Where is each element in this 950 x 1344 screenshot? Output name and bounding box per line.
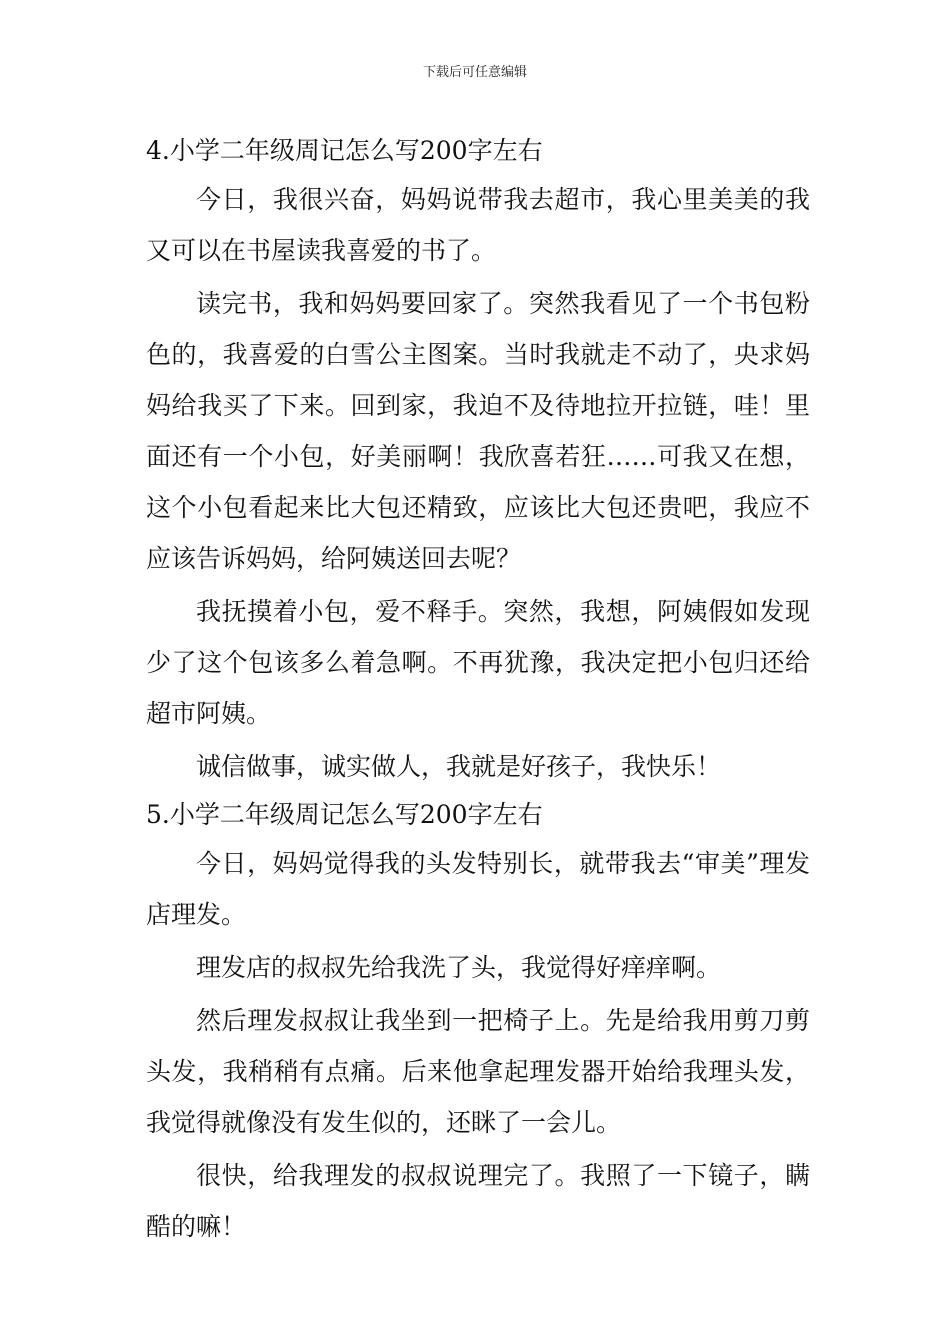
section-5	[146, 792, 810, 1252]
document-body	[146, 128, 810, 1252]
paragraph: 读完书，我和妈妈要回家了。突然我看见了一个书包粉色的，我喜爱的白雪公主图案。当时我就走不动了，央求妈妈给我买了下来。回到家，我迫不及待地拉开拉链，哇！里面还有一个小包，好美丽啊！我欣喜若狂……可我又在想，这个小包看起来比大包还精致，应该比大包还贵吧，我应不应该告诉妈妈，给阿姨送回去呢？	[146, 289, 810, 573]
page-header: 下载后可任意编辑	[422, 65, 527, 80]
paragraph: 然后理发叔叔让我坐到一把椅子上。先是给我用剪刀剪头发，我稍稍有点痛。后来他拿起理发器开始给我理头发，我觉得就像没有发生似的，还眯了一会儿。	[146, 1006, 810, 1137]
paragraph: 理发店的叔叔先给我洗了头，我觉得好痒痒啊。	[196, 953, 722, 982]
section-heading: 5.小学二年级周记怎么写200字左右	[146, 800, 543, 829]
paragraph: 很快，给我理发的叔叔说理完了。我照了一下镜子，瞒酷的嘛！	[146, 1161, 810, 1241]
paragraph: 今日，妈妈觉得我的头发特别长，就带我去“审美”理发店理发。	[146, 849, 810, 929]
paragraph: 今日，我很兴奋，妈妈说带我去超市，我心里美美的我又可以在书屋读我喜爱的书了。	[146, 185, 810, 265]
paragraph: 我抚摸着小包，爱不释手。突然，我想，阿姨假如发现少了这个包该多么着急啊。不再犹豫，我决定把小包归还给超市阿姨。	[146, 597, 810, 728]
section-4	[146, 128, 810, 792]
paragraph: 诚信做事，诚实做人，我就是好孩子，我快乐！	[196, 752, 722, 781]
section-heading: 4.小学二年级周记怎么写200字左右	[146, 136, 543, 165]
